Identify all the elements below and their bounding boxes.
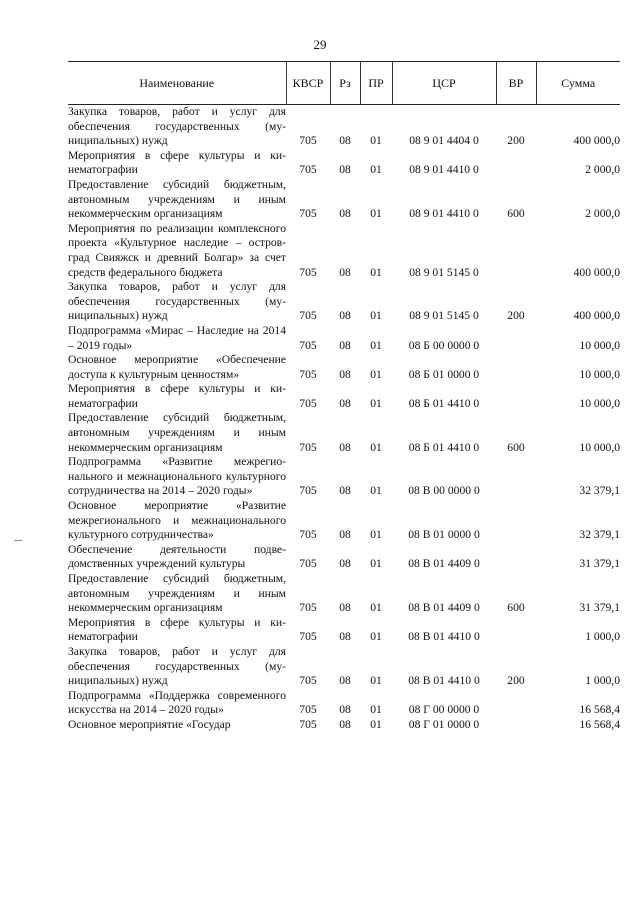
row-pr: 01 bbox=[370, 396, 382, 410]
row-rz: 08 bbox=[339, 717, 351, 731]
row-name: Подпрограмма «Развитие межрегионального и межнационального культурного сотрудничества на 2014 – 2020 годы» bbox=[68, 455, 286, 498]
row-vr: 600 bbox=[507, 207, 525, 221]
row-sum: 10 000,0 bbox=[579, 338, 620, 352]
row-pr: 01 bbox=[370, 674, 382, 688]
row-name: Подпрограмма «Поддержка современного искусства на 2014 – 2020 годы» bbox=[68, 688, 286, 717]
row-kvsr: 705 bbox=[299, 265, 317, 279]
row-csr: 08 В 01 0000 0 bbox=[408, 528, 480, 542]
row-csr: 08 9 01 4404 0 bbox=[409, 134, 479, 148]
row-pr: 01 bbox=[370, 163, 382, 177]
row-pr: 01 bbox=[370, 367, 382, 381]
row-pr: 01 bbox=[370, 265, 382, 279]
row-vr bbox=[496, 324, 536, 353]
row-name: Подпрограмма «Мирас – Наследие на 2014 – 2019 годы» bbox=[68, 323, 286, 352]
row-name: Предоставление субсидий бюджетным, автономным учреждениям и иным некоммерческим организациям bbox=[68, 411, 286, 454]
table-row bbox=[68, 280, 620, 324]
row-name: Закупка товаров, работ и услуг для обеспечения государственных (муниципальных) нужд bbox=[68, 280, 286, 323]
row-rz: 08 bbox=[339, 484, 351, 498]
row-sum: 31 379,1 bbox=[579, 557, 620, 571]
row-vr bbox=[496, 382, 536, 411]
row-csr: 08 9 01 5145 0 bbox=[409, 265, 479, 279]
row-sum: 2 000,0 bbox=[585, 207, 620, 221]
row-rz: 08 bbox=[339, 703, 351, 717]
row-name: Предоставление субсидий бюджетным, автономным учреждениям и иным некоммерческим организациям bbox=[68, 572, 286, 615]
row-name: Закупка товаров, работ и услуг для обеспечения государственных (муниципальных) нужд bbox=[68, 105, 286, 148]
row-csr: 08 В 01 4410 0 bbox=[408, 630, 480, 644]
row-pr: 01 bbox=[370, 717, 382, 731]
row-vr: 600 bbox=[507, 601, 525, 615]
row-csr: 08 Б 00 0000 0 bbox=[408, 338, 480, 352]
row-vr: 600 bbox=[507, 440, 525, 454]
row-rz: 08 bbox=[339, 440, 351, 454]
row-csr: 08 В 01 4410 0 bbox=[408, 674, 480, 688]
table-row bbox=[68, 353, 620, 382]
row-kvsr: 705 bbox=[299, 484, 317, 498]
row-sum: 400 000,0 bbox=[573, 134, 620, 148]
row-kvsr: 705 bbox=[299, 440, 317, 454]
row-name: Предоставление субсидий бюджетным, автономным учреждениям и иным некоммерческим организациям bbox=[68, 177, 286, 221]
row-pr: 01 bbox=[370, 601, 382, 615]
row-pr: 01 bbox=[370, 528, 382, 542]
row-kvsr: 705 bbox=[299, 717, 317, 731]
row-name: Основное мероприятие «Государ bbox=[68, 717, 231, 731]
row-csr: 08 Г 01 0000 0 bbox=[408, 717, 480, 731]
row-sum: 16 568,4 bbox=[579, 703, 620, 717]
row-csr: 08 В 01 4409 0 bbox=[408, 601, 480, 615]
table-row bbox=[68, 499, 620, 543]
row-sum: 10 000,0 bbox=[579, 396, 620, 410]
row-rz: 08 bbox=[339, 396, 351, 410]
table-row bbox=[68, 382, 620, 411]
row-rz: 08 bbox=[339, 338, 351, 352]
row-kvsr: 705 bbox=[299, 338, 317, 352]
row-kvsr: 705 bbox=[299, 674, 317, 688]
row-name: Закупка товаров, работ и услуг для обеспечения государственных (муниципальных) нужд bbox=[68, 644, 286, 688]
table-row bbox=[68, 324, 620, 353]
row-vr: 200 bbox=[507, 134, 525, 148]
row-sum: 16 568,4 bbox=[579, 717, 620, 731]
row-vr bbox=[496, 543, 536, 572]
row-rz: 08 bbox=[339, 265, 351, 279]
row-pr: 01 bbox=[370, 338, 382, 352]
table-row bbox=[68, 105, 620, 149]
row-csr: 08 9 01 5145 0 bbox=[409, 309, 479, 323]
header-csr: ЦСР bbox=[392, 62, 496, 105]
row-vr bbox=[496, 616, 536, 645]
row-pr: 01 bbox=[370, 309, 382, 323]
row-rz: 08 bbox=[339, 528, 351, 542]
row-vr: 200 bbox=[507, 309, 525, 323]
row-name: Основное мероприятие «Развитие межрегионального и межнационального культурного сотрудничества» bbox=[68, 499, 286, 542]
row-sum: 400 000,0 bbox=[573, 265, 620, 279]
row-rz: 08 bbox=[339, 630, 351, 644]
row-csr: 08 Б 01 4410 0 bbox=[408, 440, 480, 454]
row-kvsr: 705 bbox=[299, 396, 317, 410]
table-row bbox=[68, 411, 620, 455]
row-sum: 10 000,0 bbox=[579, 367, 620, 381]
row-name: Мероприятия в сфере культуры и кинематографии bbox=[68, 615, 286, 644]
row-sum: 1 000,0 bbox=[585, 674, 620, 688]
row-kvsr: 705 bbox=[299, 207, 317, 221]
row-vr bbox=[496, 353, 536, 382]
row-rz: 08 bbox=[339, 367, 351, 381]
header-name: Наименование bbox=[68, 62, 286, 105]
page-number: 29 bbox=[313, 37, 327, 52]
row-vr: 200 bbox=[507, 674, 525, 688]
row-name: Мероприятия в сфере культуры и кинематографии bbox=[68, 148, 286, 177]
row-vr bbox=[496, 689, 536, 718]
row-kvsr: 705 bbox=[299, 601, 317, 615]
table-row bbox=[68, 689, 620, 718]
row-rz: 08 bbox=[339, 207, 351, 221]
table-row bbox=[68, 572, 620, 616]
row-vr bbox=[496, 149, 536, 178]
row-name: Основное мероприятие «Обеспечение доступа к культурным ценностям» bbox=[68, 353, 286, 381]
row-pr: 01 bbox=[370, 630, 382, 644]
row-csr: 08 Б 01 4410 0 bbox=[408, 396, 480, 410]
row-pr: 01 bbox=[370, 557, 382, 571]
row-csr: 08 9 01 4410 0 bbox=[409, 207, 479, 221]
row-name: Обеспечение деятельности подведомственных учреждений культуры bbox=[68, 542, 286, 571]
row-vr bbox=[496, 222, 536, 280]
row-name: Мероприятия в сфере культуры и кинематографии bbox=[68, 382, 286, 410]
row-pr: 01 bbox=[370, 207, 382, 221]
row-pr: 01 bbox=[370, 440, 382, 454]
row-kvsr: 705 bbox=[299, 163, 317, 177]
header-rz: Рз bbox=[330, 62, 360, 105]
header-vr: ВР bbox=[496, 62, 536, 105]
header-sum: Сумма bbox=[536, 62, 620, 105]
row-csr: 08 9 01 4410 0 bbox=[409, 163, 479, 177]
row-sum: 2 000,0 bbox=[585, 163, 620, 177]
row-vr bbox=[496, 499, 536, 543]
table-row bbox=[68, 543, 620, 572]
row-csr: 08 В 01 4409 0 bbox=[408, 557, 480, 571]
scan-mark bbox=[14, 540, 22, 541]
table-row bbox=[68, 178, 620, 222]
row-name: Мероприятия по реализации комплексного проекта «Культурное наследие – остров-град Свияжск и древний Болгар» за счет средств федерального бюджета bbox=[68, 221, 286, 279]
row-kvsr: 705 bbox=[299, 528, 317, 542]
table-row bbox=[68, 222, 620, 280]
row-pr: 01 bbox=[370, 134, 382, 148]
header-kvsr: КВСР bbox=[286, 62, 330, 105]
row-sum: 10 000,0 bbox=[579, 440, 620, 454]
budget-table bbox=[68, 61, 620, 733]
row-kvsr: 705 bbox=[299, 630, 317, 644]
row-sum: 32 379,1 bbox=[579, 484, 620, 498]
row-vr bbox=[496, 455, 536, 499]
row-kvsr: 705 bbox=[299, 367, 317, 381]
row-pr: 01 bbox=[370, 484, 382, 498]
row-sum: 31 379,1 bbox=[579, 601, 620, 615]
row-rz: 08 bbox=[339, 309, 351, 323]
row-rz: 08 bbox=[339, 674, 351, 688]
table-header-row bbox=[68, 62, 620, 105]
row-pr: 01 bbox=[370, 703, 382, 717]
row-rz: 08 bbox=[339, 557, 351, 571]
row-rz: 08 bbox=[339, 134, 351, 148]
row-csr: 08 Г 00 0000 0 bbox=[408, 703, 480, 717]
row-rz: 08 bbox=[339, 163, 351, 177]
row-sum: 1 000,0 bbox=[585, 630, 620, 644]
table-row bbox=[68, 455, 620, 499]
row-csr: 08 В 00 0000 0 bbox=[408, 484, 480, 498]
row-rz: 08 bbox=[339, 601, 351, 615]
row-sum: 32 379,1 bbox=[579, 528, 620, 542]
row-kvsr: 705 bbox=[299, 703, 317, 717]
row-kvsr: 705 bbox=[299, 309, 317, 323]
header-pr: ПР bbox=[360, 62, 392, 105]
row-vr bbox=[496, 718, 536, 733]
table-row bbox=[68, 149, 620, 178]
table-row bbox=[68, 718, 620, 733]
table-row bbox=[68, 645, 620, 689]
row-sum: 400 000,0 bbox=[573, 309, 620, 323]
row-kvsr: 705 bbox=[299, 557, 317, 571]
row-csr: 08 Б 01 0000 0 bbox=[408, 367, 480, 381]
row-kvsr: 705 bbox=[299, 134, 317, 148]
table-row bbox=[68, 616, 620, 645]
